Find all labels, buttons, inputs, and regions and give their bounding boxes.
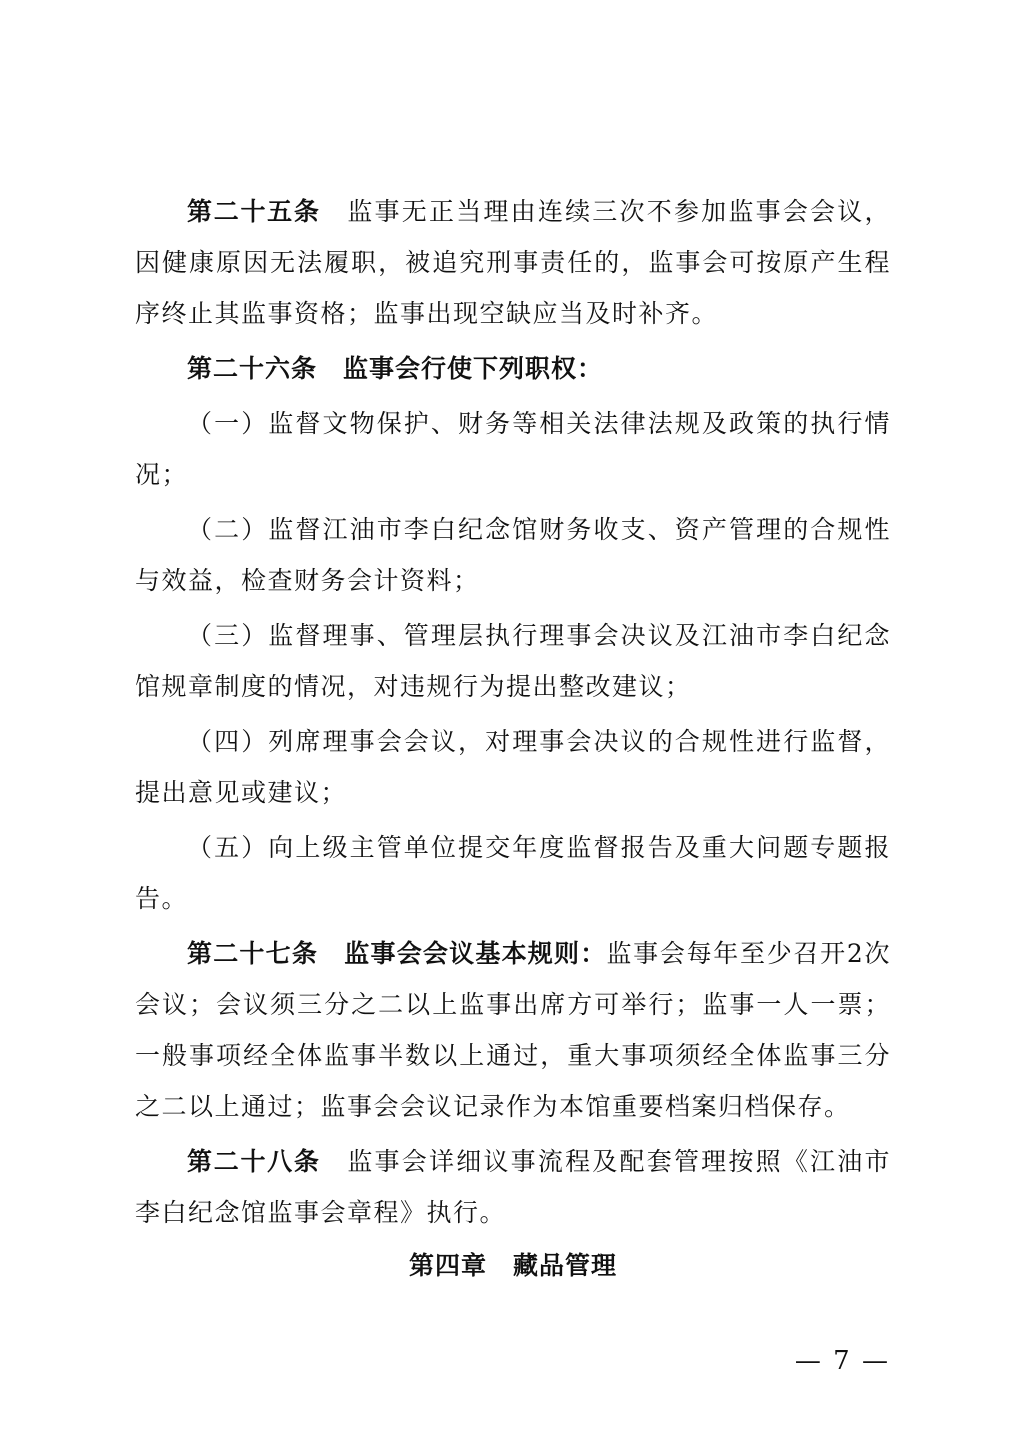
chapter-number: 第四章	[408, 1251, 487, 1280]
article-26-heading: 第二十六条	[187, 354, 318, 383]
article-28-heading: 第二十八条	[187, 1147, 321, 1176]
chapter-title	[135, 1240, 891, 1291]
page-number: — 7 —	[794, 1346, 890, 1376]
article-26	[135, 343, 891, 394]
article-25-heading: 第二十五条	[187, 197, 321, 226]
article-27-text: 监事会每年至少召开2次会议；会议须三分之二以上监事出席方可举行；监事一人一票；一般事项经全体监事半数以上通过，重大事项须经全体监事三分之二以上通过；监事会会议记录作为本馆重要档案归档保存。	[135, 939, 891, 1121]
article-25-text: 监事无正当理由连续三次不参加监事会会议，因健康原因无法履职，被追究刑事责任的，监事会可按原产生程序终止其监事资格；监事出现空缺应当及时补齐。	[135, 197, 891, 328]
chapter-name: 藏品管理	[513, 1251, 618, 1280]
article-27-heading: 第二十七条	[187, 939, 319, 968]
article-26-text: 监事会行使下列职权：	[343, 354, 604, 383]
article-25	[135, 186, 891, 339]
article-26-item-4: （四）列席理事会会议，对理事会决议的合规性进行监督，提出意见或建议；	[135, 727, 891, 807]
document-page	[135, 186, 891, 1291]
article-27-bold-text: 监事会会议基本规则：	[344, 939, 607, 968]
article-26-item-2: （二）监督江油市李白纪念馆财务收支、资产管理的合规性与效益，检查财务会计资料；	[135, 515, 891, 595]
article-26-item-3: （三）监督理事、管理层执行理事会决议及江油市李白纪念馆规章制度的情况，对违规行为提出整改建议；	[135, 621, 891, 701]
article-26-item-1: （一）监督文物保护、财务等相关法律法规及政策的执行情况；	[135, 409, 891, 489]
article-27	[135, 928, 891, 1132]
article-28	[135, 1136, 891, 1238]
article-26-item-5: （五）向上级主管单位提交年度监督报告及重大问题专题报告。	[135, 833, 891, 913]
article-28-text: 监事会详细议事流程及配套管理按照《江油市李白纪念馆监事会章程》执行。	[135, 1147, 891, 1227]
